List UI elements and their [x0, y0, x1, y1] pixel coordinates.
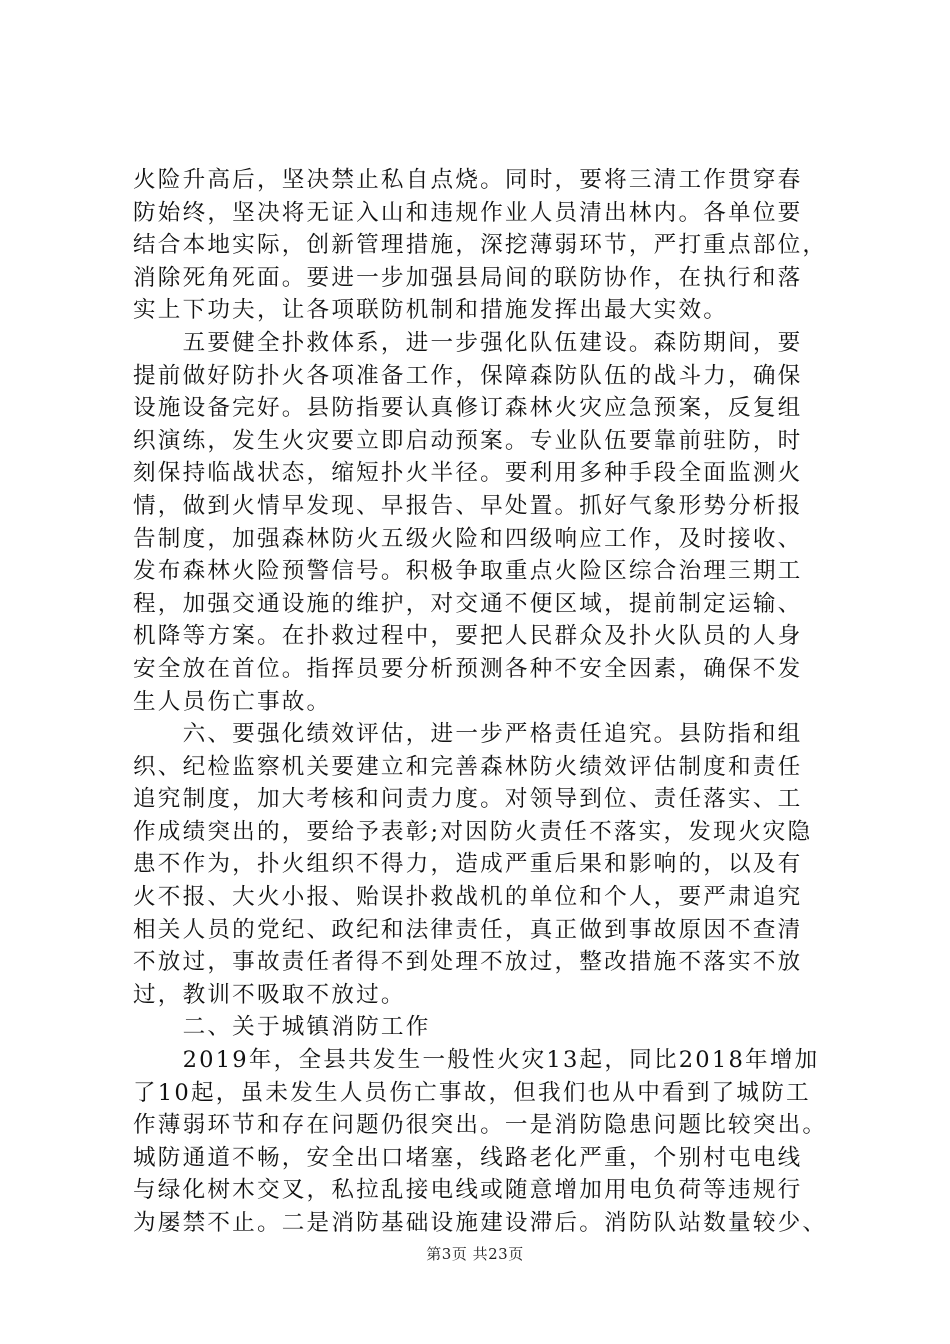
- text-line: 了10起，虽未发生人员伤亡事故，但我们也从中看到了城防工: [133, 1079, 811, 1106]
- text-line: 设施设备完好。县防指要认真修订森林火灾应急预案，反复组: [133, 395, 803, 422]
- text-line: 城防通道不畅，安全出口堵塞，线路老化严重，个别村屯电线: [133, 1144, 803, 1171]
- text-line: 实上下功夫，让各项联防机制和措施发挥出最大实效。: [133, 297, 729, 324]
- text-line: 情，做到火情早发现、早报告、早处置。抓好气象形势分析报: [133, 492, 803, 519]
- text-line: 六、要强化绩效评估，进一步严格责任追究。县防指和组: [133, 721, 803, 748]
- text-line: 为屡禁不止。二是消防基础设施建设滞后。消防队站数量较少、: [133, 1210, 828, 1236]
- document-body: [133, 164, 828, 1240]
- text-line: 刻保持临战状态，缩短扑火半径。要利用多种手段全面监测火: [133, 460, 803, 487]
- text-line: 火险升高后，坚决禁止私自点烧。同时，要将三清工作贯穿春: [133, 167, 803, 193]
- text-line: 作薄弱环节和存在问题仍很突出。一是消防隐患问题比较突出。: [133, 1112, 828, 1139]
- text-line: 提前做好防扑火各项准备工作，保障森防队伍的战斗力，确保: [133, 362, 803, 389]
- text-line: 织演练，发生火灾要立即启动预案。专业队伍要靠前驻防，时: [133, 427, 803, 454]
- text-line: 生人员伤亡事故。: [133, 688, 332, 715]
- text-line: 2019年，全县共发生一般性火灾13起，同比2018年增加: [133, 1047, 820, 1074]
- section-heading: 二、关于城镇消防工作: [133, 1014, 431, 1041]
- text-line: 火不报、大火小报、贻误扑救战机的单位和个人，要严肃追究: [133, 884, 803, 911]
- text-line: 安全放在首位。指挥员要分析预测各种不安全因素，确保不发: [133, 655, 803, 682]
- text-line: 消除死角死面。要进一步加强县局间的联防协作，在执行和落: [133, 264, 803, 291]
- text-line: 防始终，坚决将无证入山和违规作业人员清出林内。各单位要: [133, 199, 803, 226]
- text-line: 织、纪检监察机关要建立和完善森林防火绩效评估制度和责任: [133, 753, 803, 780]
- text-line: 作成绩突出的，要给予表彰;对因防火责任不落实，发现火灾隐: [133, 818, 813, 845]
- text-line: 追究制度，加大考核和问责力度。对领导到位、责任落实、工: [133, 786, 803, 813]
- text-line: 告制度，加强森林防火五级火险和四级响应工作，及时接收、: [133, 525, 803, 552]
- text-line: 程，加强交通设施的维护，对交通不便区域，提前制定运输、: [133, 590, 803, 617]
- text-line: 与绿化树木交叉，私拉乱接电线或随意增加用电负荷等违规行: [133, 1177, 803, 1204]
- text-line: 发布森林火险预警信号。积极争取重点火险区综合治理三期工: [133, 558, 803, 585]
- page-number-footer: 第3页 共23页: [426, 1245, 524, 1263]
- text-line: 相关人员的党纪、政纪和法律责任，真正做到事故原因不查清: [133, 916, 803, 943]
- text-line: 不放过，事故责任者得不到处理不放过，整改措施不落实不放: [133, 949, 803, 976]
- text-line: 机降等方案。在扑救过程中，要把人民群众及扑火队员的人身: [133, 623, 803, 650]
- text-line: 结合本地实际，创新管理措施，深挖薄弱环节，严打重点部位，: [133, 232, 828, 259]
- text-line: 五要健全扑救体系，进一步强化队伍建设。森防期间，要: [133, 329, 803, 356]
- text-line: 过，教训不吸取不放过。: [133, 981, 406, 1008]
- text-line: 患不作为，扑火组织不得力，造成严重后果和影响的，以及有: [133, 851, 803, 878]
